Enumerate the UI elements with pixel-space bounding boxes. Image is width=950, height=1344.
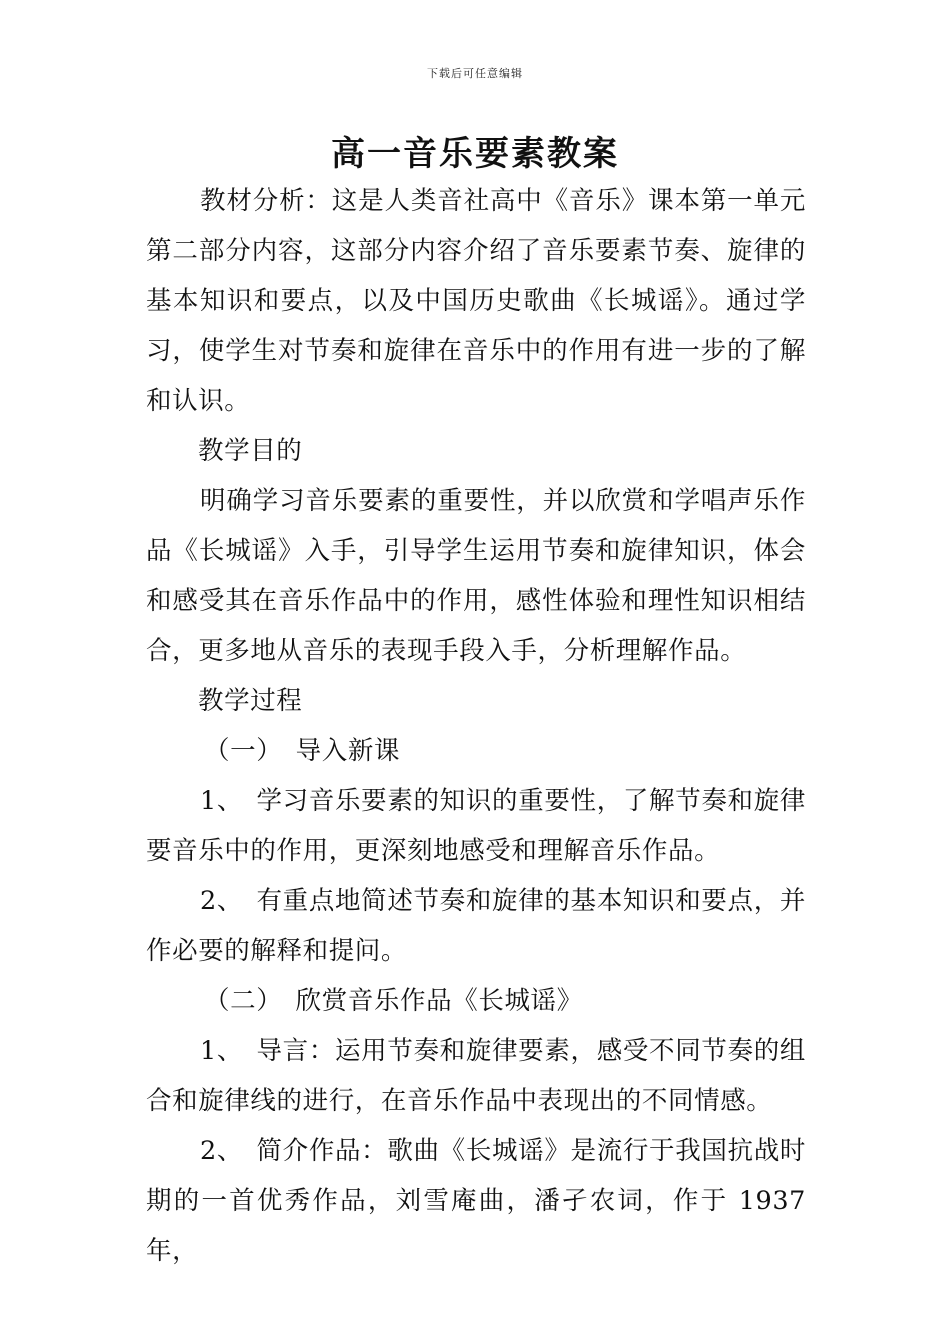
section2-item1: 1、 导言：运用节奏和旋律要素，感受不同节奏的组合和旋律线的进行，在音乐作品中表现出的不同情感。 [146, 1036, 806, 1116]
process-heading: 教学过程 [198, 686, 303, 716]
analysis-paragraph: 教材分析：这是人类音社高中《音乐》课本第一单元第二部分内容，这部分内容介绍了音乐要素节奏、旋律的基本知识和要点，以及中国历史歌曲《长城谣》。通过学习，使学生对节奏和旋律在音乐中的作用有进一步的了解和认识。 [146, 186, 806, 416]
goal-paragraph: 明确学习音乐要素的重要性，并以欣赏和学唱声乐作品《长城谣》入手，引导学生运用节奏和旋律知识，体会和感受其在音乐作品中的作用，感性体验和理性知识相结合，更多地从音乐的表现手段入手，分析理解作品。 [146, 486, 806, 666]
section1-item1: 1、 学习音乐要素的知识的重要性，了解节奏和旋律要音乐中的作用，更深刻地感受和理解音乐作品。 [146, 786, 806, 866]
section2-item2: 2、 简介作品：歌曲《长城谣》是流行于我国抗战时期的一首优秀作品，刘雪庵曲，潘孑农词，作于 1937 年， [146, 1136, 806, 1266]
section1-heading: （一） 导入新课 [204, 736, 401, 766]
document-body [146, 176, 806, 1276]
goal-heading: 教学目的 [198, 436, 303, 466]
header-note: 下载后可任意编辑 [427, 67, 523, 80]
section2-heading: （二） 欣赏音乐作品《长城谣》 [204, 986, 583, 1016]
section1-item2: 2、 有重点地简述节奏和旋律的基本知识和要点，并作必要的解释和提问。 [146, 886, 806, 966]
document-title: 高一音乐要素教案 [331, 134, 619, 174]
